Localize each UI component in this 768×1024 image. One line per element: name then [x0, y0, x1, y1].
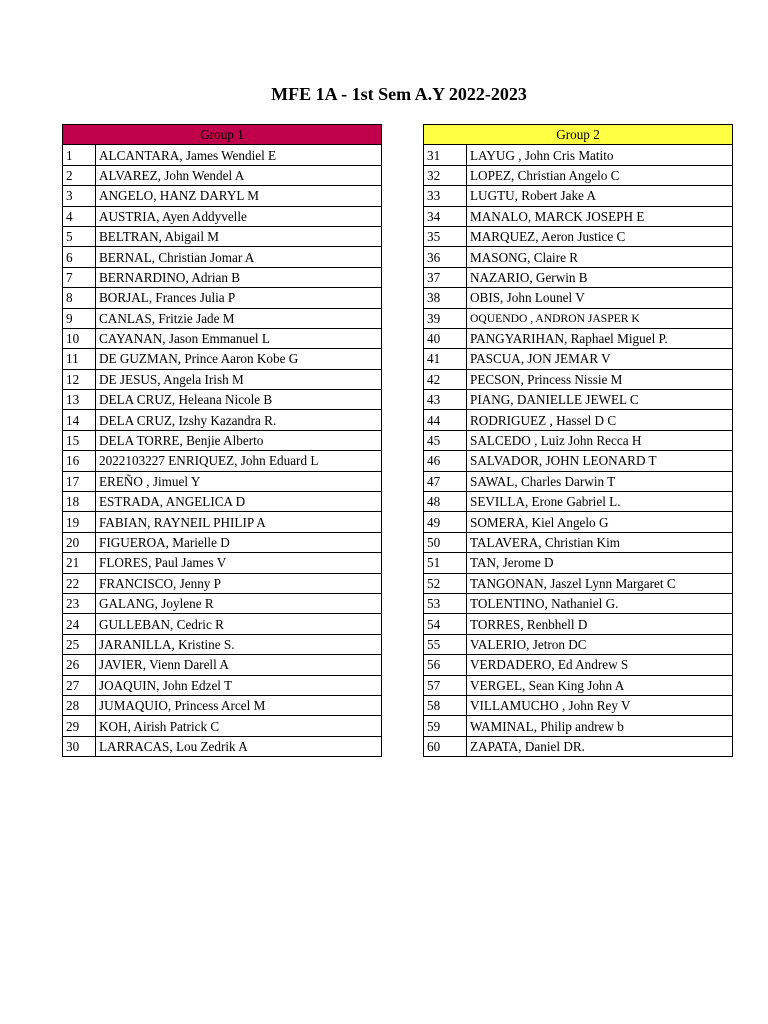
student-name: TOLENTINO, Nathaniel G. [467, 593, 733, 613]
row-number: 45 [424, 430, 467, 450]
student-name: VALERIO, Jetron DC [467, 634, 733, 654]
row-number: 27 [63, 675, 96, 695]
student-name: OBIS, John Lounel V [467, 288, 733, 308]
table-row [63, 206, 382, 226]
table-row [63, 267, 382, 287]
student-name: VERDADERO, Ed Andrew S [467, 655, 733, 675]
student-name: FABIAN, RAYNEIL PHILIP A [96, 512, 382, 532]
student-name: FLORES, Paul James V [96, 553, 382, 573]
student-name: KOH, Airish Patrick C [96, 716, 382, 736]
row-number: 32 [424, 165, 467, 185]
table-row [63, 675, 382, 695]
row-number: 41 [424, 349, 467, 369]
row-number: 18 [63, 492, 96, 512]
row-number: 35 [424, 226, 467, 246]
table-row [63, 390, 382, 410]
table-row [63, 614, 382, 634]
table-row [63, 532, 382, 552]
table-row [63, 308, 382, 328]
table-row [63, 451, 382, 471]
student-name: TANGONAN, Jaszel Lynn Margaret C [467, 573, 733, 593]
table-row [424, 145, 733, 165]
row-number: 57 [424, 675, 467, 695]
table-row [424, 267, 733, 287]
student-name: DE JESUS, Angela Irish M [96, 369, 382, 389]
row-number: 40 [424, 328, 467, 348]
table-row [63, 634, 382, 654]
group2-header: Group 2 [424, 125, 733, 145]
student-name: RODRIGUEZ , Hassel D C [467, 410, 733, 430]
student-name: SEVILLA, Erone Gabriel L. [467, 492, 733, 512]
row-number: 7 [63, 267, 96, 287]
table-row [424, 288, 733, 308]
student-name: PANGYARIHAN, Raphael Miguel P. [467, 328, 733, 348]
student-name: SALVADOR, JOHN LEONARD T [467, 451, 733, 471]
row-number: 25 [63, 634, 96, 654]
row-number: 12 [63, 369, 96, 389]
table-row [424, 553, 733, 573]
row-number: 20 [63, 532, 96, 552]
row-number: 1 [63, 145, 96, 165]
row-number: 30 [63, 736, 96, 756]
row-number: 50 [424, 532, 467, 552]
table-row [424, 349, 733, 369]
row-number: 19 [63, 512, 96, 532]
student-name: SOMERA, Kiel Angelo G [467, 512, 733, 532]
student-name: BERNAL, Christian Jomar A [96, 247, 382, 267]
student-name: TALAVERA, Christian Kim [467, 532, 733, 552]
table-row [63, 186, 382, 206]
row-number: 58 [424, 695, 467, 715]
table-row [63, 573, 382, 593]
table-row [424, 471, 733, 491]
row-number: 4 [63, 206, 96, 226]
student-name: JOAQUIN, John Edzel T [96, 675, 382, 695]
student-name: PASCUA, JON JEMAR V [467, 349, 733, 369]
table-row [424, 573, 733, 593]
student-name: PECSON, Princess Nissie M [467, 369, 733, 389]
student-name: JARANILLA, Kristine S. [96, 634, 382, 654]
group1-header: Group 1 [63, 125, 382, 145]
table-row [424, 247, 733, 267]
student-name: AUSTRIA, Ayen Addyvelle [96, 206, 382, 226]
table-row [63, 410, 382, 430]
row-number: 55 [424, 634, 467, 654]
row-number: 8 [63, 288, 96, 308]
row-number: 43 [424, 390, 467, 410]
table-row [63, 471, 382, 491]
row-number: 42 [424, 369, 467, 389]
row-number: 34 [424, 206, 467, 226]
row-number: 15 [63, 430, 96, 450]
student-name: PIANG, DANIELLE JEWEL C [467, 390, 733, 410]
row-number: 56 [424, 655, 467, 675]
table-row [424, 390, 733, 410]
table-row [424, 634, 733, 654]
table-row [63, 716, 382, 736]
student-name: LARRACAS, Lou Zedrik A [96, 736, 382, 756]
table-row [424, 532, 733, 552]
student-name: ALCANTARA, James Wendiel E [96, 145, 382, 165]
student-name: LAYUG , John Cris Matito [467, 145, 733, 165]
student-name: DE GUZMAN, Prince Aaron Kobe G [96, 349, 382, 369]
student-name: CANLAS, Fritzie Jade M [96, 308, 382, 328]
table-row [63, 349, 382, 369]
row-number: 11 [63, 349, 96, 369]
row-number: 2 [63, 165, 96, 185]
table-row [424, 593, 733, 613]
table-row [424, 186, 733, 206]
table-row [63, 288, 382, 308]
student-name: DELA CRUZ, Heleana Nicole B [96, 390, 382, 410]
table-row [424, 206, 733, 226]
row-number: 31 [424, 145, 467, 165]
row-number: 9 [63, 308, 96, 328]
table-row [63, 247, 382, 267]
student-name: CAYANAN, Jason Emmanuel L [96, 328, 382, 348]
table-row [424, 410, 733, 430]
table-row [424, 430, 733, 450]
table-row [63, 369, 382, 389]
student-name: DELA TORRE, Benjie Alberto [96, 430, 382, 450]
row-number: 14 [63, 410, 96, 430]
table-row [424, 736, 733, 756]
student-name: GULLEBAN, Cedric R [96, 614, 382, 634]
table-row [63, 553, 382, 573]
row-number: 3 [63, 186, 96, 206]
student-name: TORRES, Renbhell D [467, 614, 733, 634]
row-number: 21 [63, 553, 96, 573]
table-row [424, 369, 733, 389]
row-number: 24 [63, 614, 96, 634]
student-name: ZAPATA, Daniel DR. [467, 736, 733, 756]
row-number: 22 [63, 573, 96, 593]
row-number: 52 [424, 573, 467, 593]
table-row [424, 451, 733, 471]
student-name: BORJAL, Frances Julia P [96, 288, 382, 308]
row-number: 13 [63, 390, 96, 410]
row-number: 59 [424, 716, 467, 736]
row-number: 54 [424, 614, 467, 634]
student-name: ALVAREZ, John Wendel A [96, 165, 382, 185]
row-number: 60 [424, 736, 467, 756]
table-row [63, 430, 382, 450]
student-name: ANGELO, HANZ DARYL M [96, 186, 382, 206]
student-name: MASONG, Claire R [467, 247, 733, 267]
table-row [63, 736, 382, 756]
student-name: 2022103227 ENRIQUEZ, John Eduard L [96, 451, 382, 471]
table-row [424, 328, 733, 348]
row-number: 47 [424, 471, 467, 491]
table-row [424, 675, 733, 695]
row-number: 5 [63, 226, 96, 246]
student-name: WAMINAL, Philip andrew b [467, 716, 733, 736]
row-number: 38 [424, 288, 467, 308]
row-number: 49 [424, 512, 467, 532]
student-name: MARQUEZ, Aeron Justice C [467, 226, 733, 246]
row-number: 29 [63, 716, 96, 736]
table-row [63, 226, 382, 246]
table-row [63, 492, 382, 512]
table-row [63, 695, 382, 715]
student-name: FRANCISCO, Jenny P [96, 573, 382, 593]
group1-table [62, 124, 382, 757]
table-row [424, 614, 733, 634]
row-number: 48 [424, 492, 467, 512]
table-row [424, 655, 733, 675]
table-row [424, 512, 733, 532]
student-name: JAVIER, Vienn Darell A [96, 655, 382, 675]
student-name: GALANG, Joylene R [96, 593, 382, 613]
student-name: ESTRADA, ANGELICA D [96, 492, 382, 512]
row-number: 46 [424, 451, 467, 471]
table-row [63, 145, 382, 165]
student-name: FIGUEROA, Marielle D [96, 532, 382, 552]
row-number: 53 [424, 593, 467, 613]
student-name: SALCEDO , Luiz John Recca H [467, 430, 733, 450]
student-name: LOPEZ, Christian Angelo C [467, 165, 733, 185]
row-number: 23 [63, 593, 96, 613]
row-number: 17 [63, 471, 96, 491]
row-number: 44 [424, 410, 467, 430]
student-name: VERGEL, Sean King John A [467, 675, 733, 695]
row-number: 16 [63, 451, 96, 471]
row-number: 51 [424, 553, 467, 573]
page-title: MFE 1A - 1st Sem A.Y 2022-2023 [271, 84, 527, 104]
student-name: DELA CRUZ, Izshy Kazandra R. [96, 410, 382, 430]
table-row [63, 593, 382, 613]
student-name: BERNARDINO, Adrian B [96, 267, 382, 287]
student-name: OQUENDO , ANDRON JASPER K [467, 308, 733, 328]
row-number: 33 [424, 186, 467, 206]
row-number: 37 [424, 267, 467, 287]
student-name: JUMAQUIO, Princess Arcel M [96, 695, 382, 715]
table-row [424, 716, 733, 736]
student-name: VILLAMUCHO , John Rey V [467, 695, 733, 715]
table-row [424, 492, 733, 512]
table-row [424, 226, 733, 246]
table-row [63, 512, 382, 532]
table-row [424, 695, 733, 715]
row-number: 6 [63, 247, 96, 267]
student-name: NAZARIO, Gerwin B [467, 267, 733, 287]
row-number: 36 [424, 247, 467, 267]
table-row [63, 165, 382, 185]
row-number: 39 [424, 308, 467, 328]
table-row [424, 308, 733, 328]
row-number: 10 [63, 328, 96, 348]
student-name: BELTRAN, Abigail M [96, 226, 382, 246]
student-name: TAN, Jerome D [467, 553, 733, 573]
student-name: SAWAL, Charles Darwin T [467, 471, 733, 491]
table-row [63, 655, 382, 675]
row-number: 26 [63, 655, 96, 675]
table-row [424, 165, 733, 185]
group2-table [423, 124, 733, 757]
table-row [63, 328, 382, 348]
student-name: MANALO, MARCK JOSEPH E [467, 206, 733, 226]
student-name: LUGTU, Robert Jake A [467, 186, 733, 206]
student-name: EREÑO , Jimuel Y [96, 471, 382, 491]
row-number: 28 [63, 695, 96, 715]
